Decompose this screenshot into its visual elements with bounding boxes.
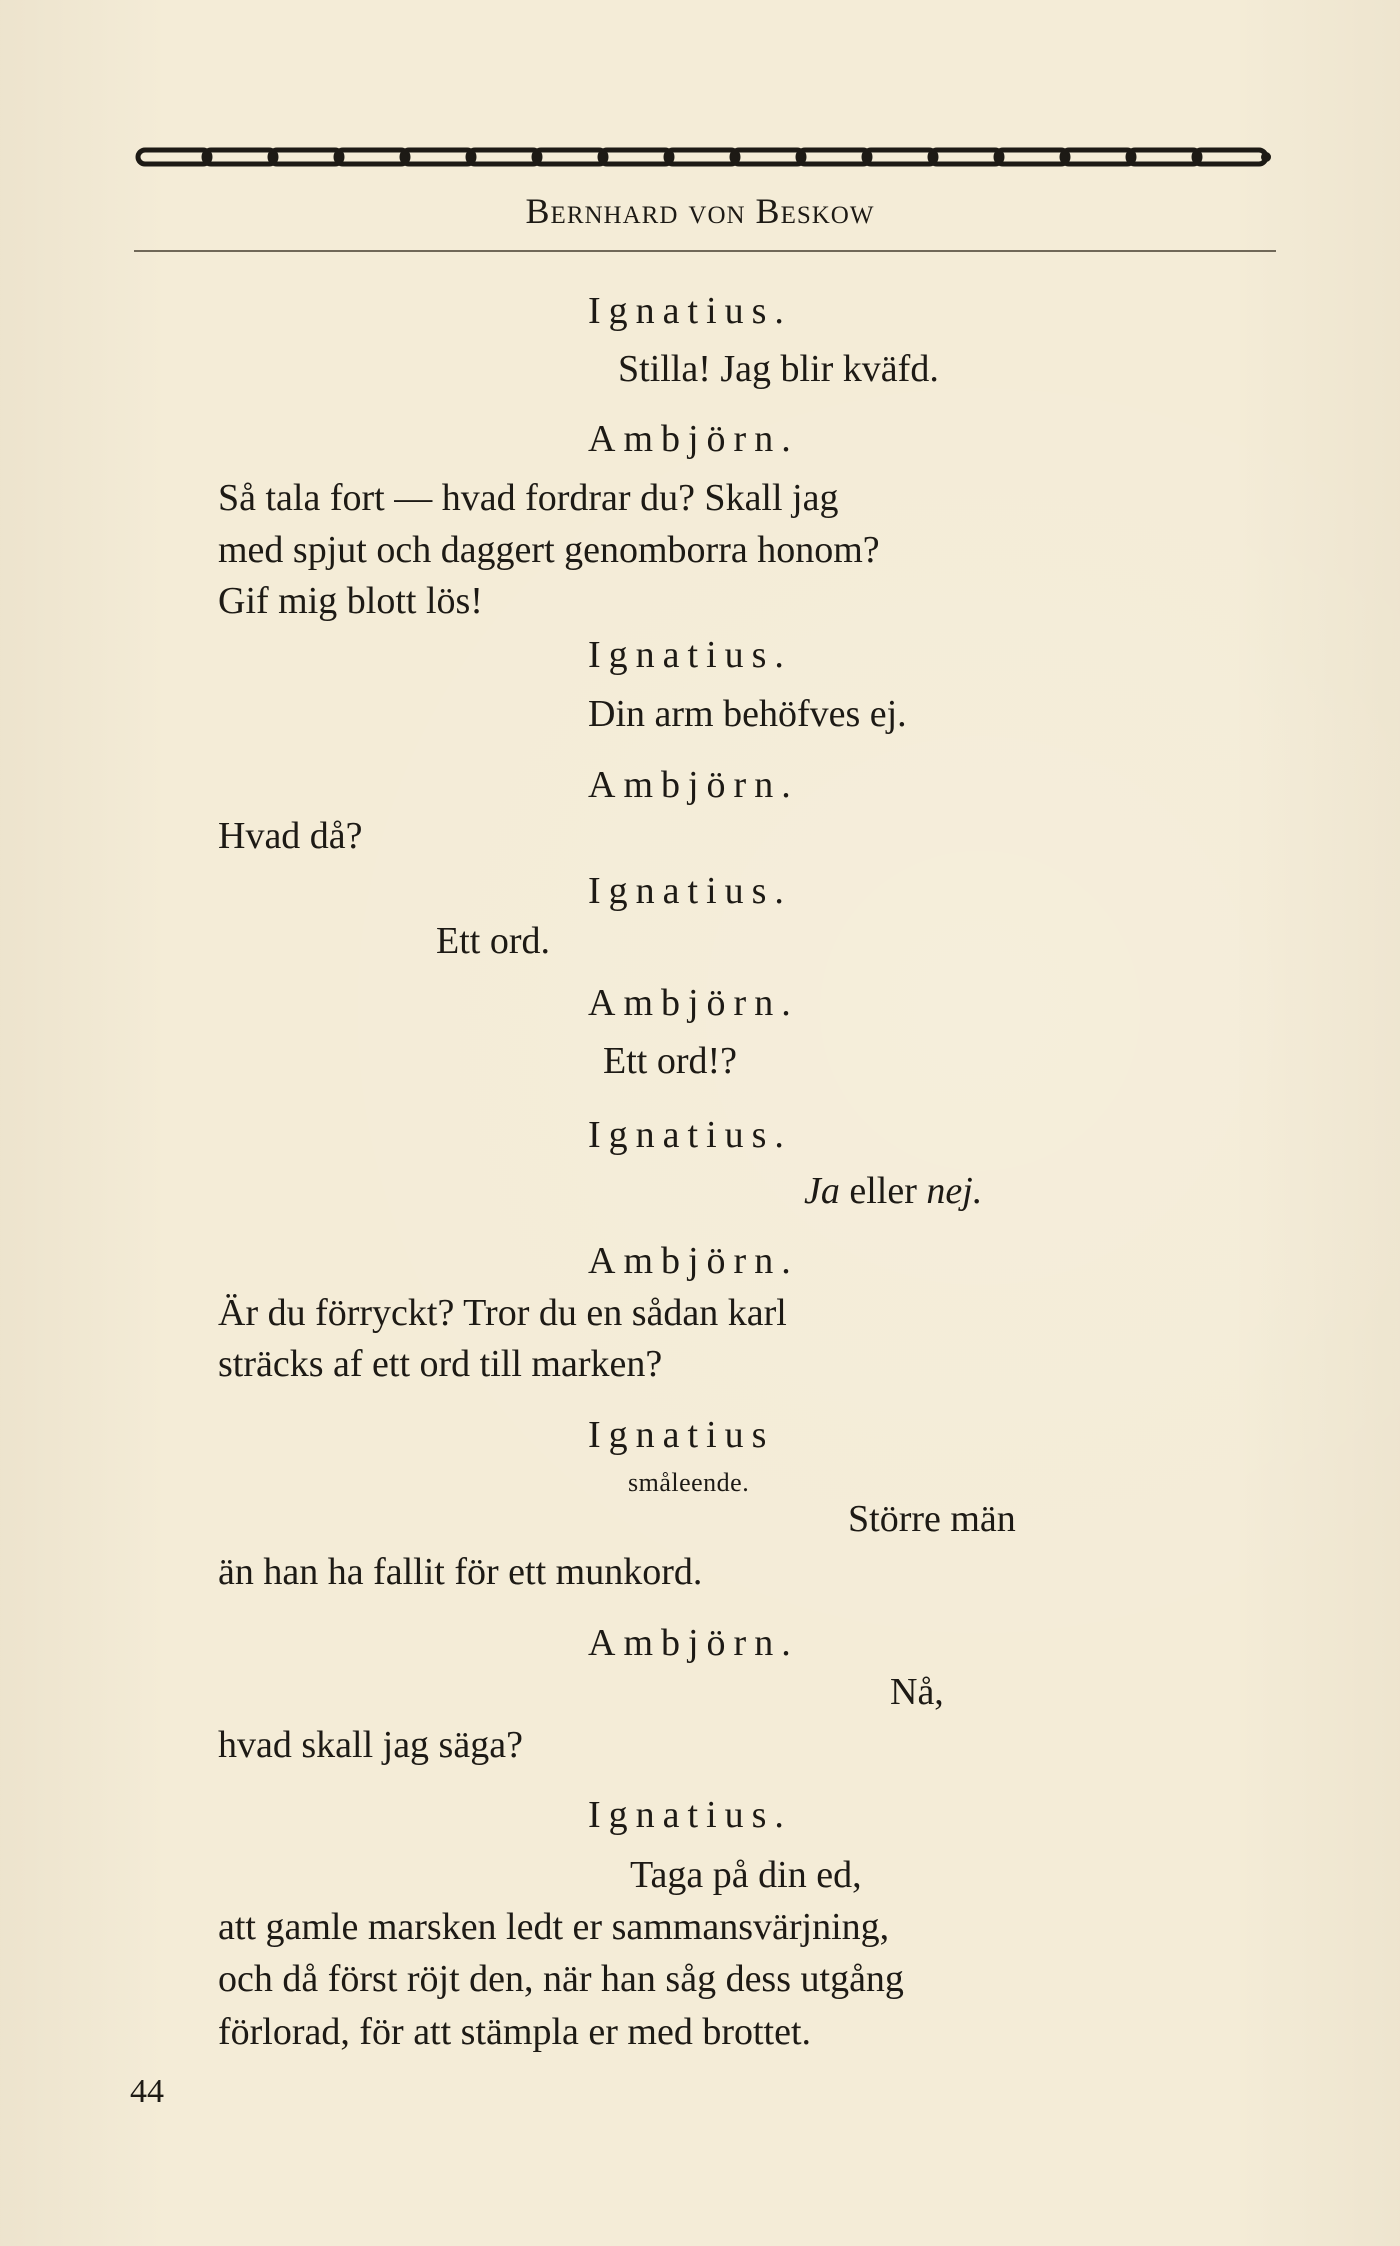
speaker-name: Ignatius. <box>588 1114 792 1156</box>
dialogue-line: sträcks af ett ord till marken? <box>218 1343 663 1385</box>
dialogue-word: eller <box>849 1170 917 1212</box>
dialogue-line: Ett ord!? <box>603 1040 738 1082</box>
speaker-name: Ignatius. <box>588 1794 792 1836</box>
speaker-name: Ignatius. <box>588 870 792 912</box>
dialogue-line: med spjut och daggert genomborra honom? <box>218 529 880 571</box>
stage-direction: småleende. <box>628 1468 750 1497</box>
emphasized-word: Ja <box>804 1170 840 1212</box>
emphasized-word: nej. <box>926 1170 983 1212</box>
dialogue-line: Nå, <box>890 1671 944 1713</box>
dialogue-line: hvad skall jag säga? <box>218 1724 523 1766</box>
dialogue-line: Hvad då? <box>218 815 363 857</box>
dialogue-line: Så tala fort — hvad fordrar du? Skall jag <box>218 477 839 519</box>
dialogue-line: och då först röjt den, när han såg dess utgång <box>218 1958 904 2000</box>
dialogue-line: Din arm behöfves ej. <box>588 693 907 735</box>
dialogue-line: Gif mig blott lös! <box>218 580 483 622</box>
dialogue-line: Ett ord. <box>436 920 550 962</box>
speaker-name: Ignatius. <box>588 290 792 332</box>
page-number: 44 <box>130 2073 164 2110</box>
dialogue-line: Större män <box>848 1498 1016 1540</box>
dialogue-line <box>804 1172 982 1210</box>
dialogue-line: förlorad, för att stämpla er med brottet. <box>218 2011 812 2053</box>
dialogue-line: Taga på din ed, <box>630 1854 862 1896</box>
speaker-name: Ambjörn. <box>588 418 799 460</box>
chain-ornament-icon <box>134 142 1276 172</box>
speaker-name: Ambjörn. <box>588 1240 799 1282</box>
dialogue-line: Är du förryckt? Tror du en sådan karl <box>218 1292 787 1334</box>
running-head: Bernhard von Beskow <box>525 191 875 231</box>
speaker-name: Ignatius <box>588 1414 775 1456</box>
speaker-name: Ignatius. <box>588 634 792 676</box>
dialogue-line: än han ha fallit för ett munkord. <box>218 1551 703 1593</box>
dialogue-line: Stilla! Jag blir kväfd. <box>618 348 939 390</box>
speaker-name: Ambjörn. <box>588 982 799 1024</box>
dialogue-line: att gamle marsken ledt er sammansvärjning, <box>218 1906 890 1948</box>
speaker-name: Ambjörn. <box>588 764 799 806</box>
header-rule <box>134 250 1276 252</box>
speaker-name: Ambjörn. <box>588 1622 799 1664</box>
